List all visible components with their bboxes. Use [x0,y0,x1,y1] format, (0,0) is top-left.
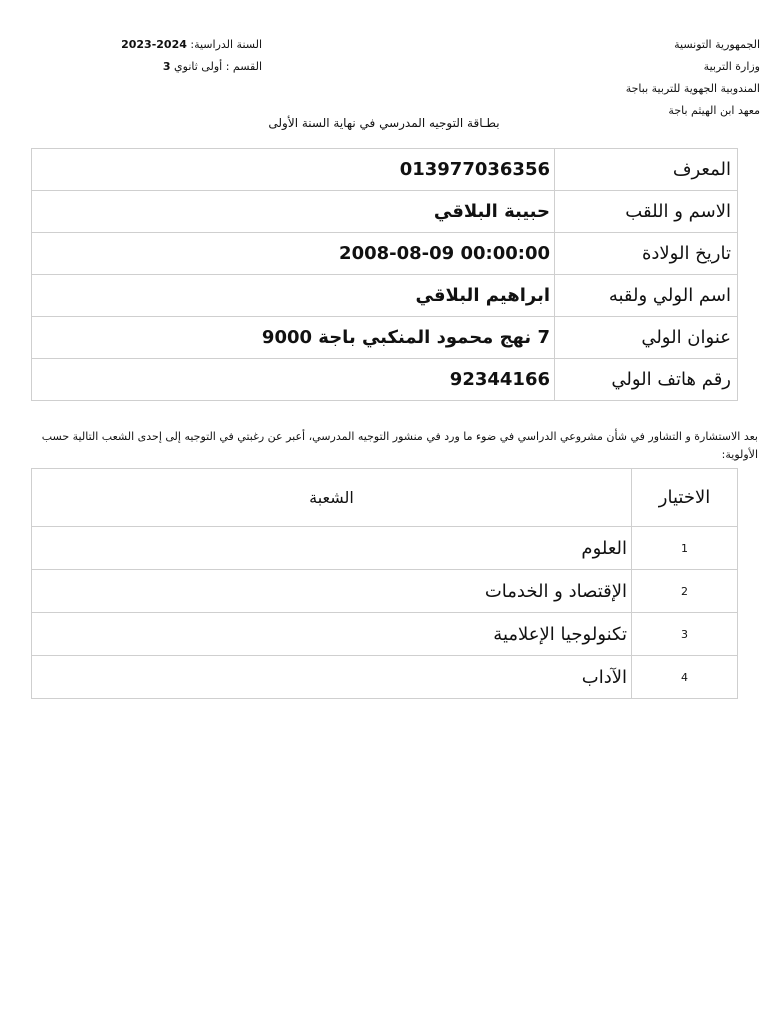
section-value: أولى ثانوي [174,60,223,73]
info-row-guardian-address [32,317,738,359]
choice-row [32,570,738,613]
branch-choices-table [31,468,738,699]
header-line-school: معهد ابن الهيثم باجة [668,104,760,117]
choice-branch: الإقتصاد و الخدمات [32,570,632,613]
student-info-table [31,148,738,401]
column-header-branch: الشعبة [32,469,632,527]
info-label: المعرف [555,149,738,191]
header-line-delegation: المندوبية الجهوية للتربية بباجة [625,82,760,95]
info-label: عنوان الولي [555,317,738,359]
info-value: 92344166 [32,359,555,401]
choice-branch: الآداب [32,656,632,699]
info-row-name [32,191,738,233]
column-header-choice: الاختيار [632,469,738,527]
header-line-republic: الجمهورية التونسية [674,38,760,51]
info-label: اسم الولي ولقبه [555,275,738,317]
section-label: القسم : [225,60,262,73]
info-value: ابراهيم البلاقي [32,275,555,317]
info-value: 013977036356 [32,149,555,191]
school-year [62,34,262,56]
section [62,56,262,78]
section-number: 3 [162,60,171,73]
info-row-guardian-phone [32,359,738,401]
info-value: حبيبة البلاقي [32,191,555,233]
school-year-label: السنة الدراسية: [190,38,262,51]
info-label: تاريخ الولادة [555,233,738,275]
header-class-info [62,34,262,78]
choice-rank: 2 [632,570,738,613]
orientation-statement: بعد الاستشارة و التشاور في شأن مشروعي الدراسي في ضوء ما ورد في منشور التوجيه المدرسي، أعبر عن رغبتي في التوجيه إلى إحدى الشعب التالية حسب الأولوية: [41,430,758,461]
header-line-ministry: وزارة التربية [703,60,760,73]
info-row-guardian-name [32,275,738,317]
choice-rank: 4 [632,656,738,699]
choice-row [32,613,738,656]
choice-branch: تكنولوجيا الإعلامية [32,613,632,656]
info-value: 7 نهج محمود المنكبي باجة 9000 [32,317,555,359]
choice-row [32,656,738,699]
info-row-birthdate [32,233,738,275]
choice-rank: 3 [632,613,738,656]
info-label: الاسم و اللقب [555,191,738,233]
choice-branch: العلوم [32,527,632,570]
info-value: 2008-08-09 00:00:00 [32,233,555,275]
school-year-value: 2023-2024 [121,38,187,51]
info-label: رقم هاتف الولي [555,359,738,401]
header-administration [540,34,760,122]
page-title: بطـاقة التوجيه المدرسي في نهاية السنة الأولى [268,116,500,130]
choice-rank: 1 [632,527,738,570]
info-row-id [32,149,738,191]
choices-header-row [32,469,738,527]
choice-row [32,527,738,570]
